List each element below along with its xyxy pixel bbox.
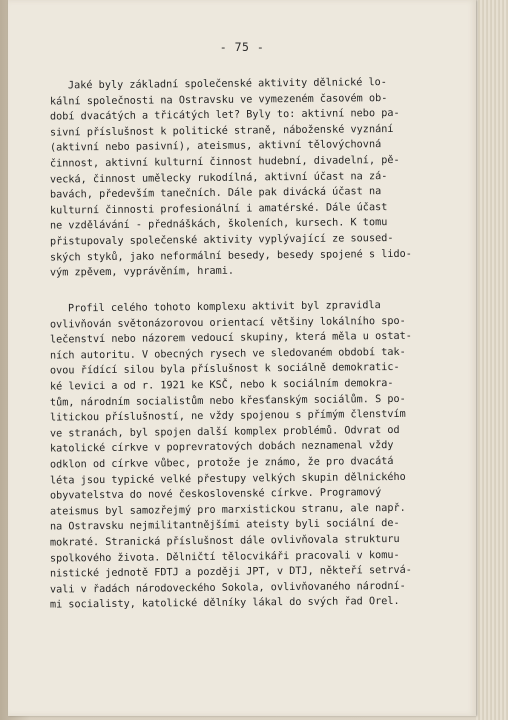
- text-line: sivní příslušnost k politické straně, náboženské vyznání: [49, 123, 394, 139]
- text-line: ských styků, jako neformální besedy, besedy spojené s lido-: [49, 248, 412, 264]
- text-line: Profil celého tohoto komplexu aktivit byl zpravidla: [67, 300, 381, 315]
- text-line: spolkového života. Dělničtí tělocvikáři pracovali v komu-: [49, 549, 400, 565]
- text-line: ké levici a od r. 1921 ke KSČ, nebo k sociálním demokra-: [49, 377, 394, 393]
- text-line: přistupovaly společenské aktivity vyplývající ze soused-: [49, 232, 394, 248]
- text-line: ve stranách, byl spojen další komplex problémů. Odvrat od: [49, 424, 400, 440]
- text-line: vecká, činnost umělecky rukodílná, aktivní účast na zá-: [49, 170, 388, 186]
- text-line: odklon od církve vůbec, protože je známo, že pro dvacátá: [49, 455, 394, 471]
- text-line: mokraté. Stranická příslušnost dále ovlivňovala strukturu: [49, 533, 400, 549]
- text-line: katolické církve v poprevratových dobách neznamenal vždy: [49, 440, 394, 455]
- text-line: mi socialisty, katolické dělníky lákal do svých řad Orel.: [49, 596, 400, 611]
- text-line: ních autoritu. V obecných rysech ve sledovaném období tak-: [49, 346, 406, 362]
- text-line: tům, národním socialistům nebo křesťanským sociálům. S po-: [49, 393, 406, 409]
- text-line: bavách, především tanečních. Dále pak divácká účast na: [49, 186, 382, 201]
- text-line: dobí dvacátých a třicátých let? Byly to: aktivní nebo pa-: [49, 108, 400, 123]
- page-number: - 75 -: [219, 40, 265, 54]
- text-line: léta jsou typické velké přestupy velkých skupin dělnického: [49, 471, 406, 487]
- text-line: Jaké byly základní společenské aktivity dělnické lo-: [67, 77, 387, 92]
- text-line: litickou příslušností, ne vždy spojenou s přímým členstvím: [49, 408, 406, 424]
- text-line: lečenství nebo názorem vedoucí skupiny, která měla u ostat-: [49, 330, 412, 346]
- text-line: ateismus byl samozřejmý pro marxistickou stranu, ale např.: [49, 502, 406, 518]
- paragraph-1: [8, 79, 476, 282]
- paragraph-2: [8, 302, 476, 614]
- text-line: na Ostravsku nejmilitantnějšími ateisty byli sociální de-: [49, 518, 400, 533]
- text-line: činnost, aktivní kulturní činnost hudební, divadelní, pě-: [49, 154, 400, 170]
- page-stack-edge: [476, 0, 508, 720]
- text-line: kální společnosti na Ostravsku ve vymezeném časovém ob-: [49, 92, 388, 108]
- text-line: vali v řadách národoveckého Sokola, ovlivňovaného národní-: [49, 580, 406, 596]
- document-page: [8, 0, 476, 716]
- text-line: kulturní činnosti profesionální i amatérské. Dále účast: [49, 201, 388, 217]
- text-line: nistické jednotě FDTJ a později JPT, v DTJ, někteří setrvá-: [49, 564, 412, 580]
- text-line: vým zpěvem, vyprávěním, hrami.: [49, 265, 235, 279]
- text-line: (aktivní nebo pasivní), ateismus, aktivní tělovýchovná: [49, 139, 382, 154]
- text-line: ovlivňován světonázorovou orientací většiny lokálního spo-: [49, 315, 406, 331]
- text-line: obyvatelstva do nové československé církve. Programový: [49, 487, 382, 502]
- text-line: ovou řídící silou byla příslušnost k sociálně demokratic-: [49, 362, 400, 377]
- text-line: ne vzdělávání - přednáškách, školeních, kursech. K tomu: [49, 217, 388, 232]
